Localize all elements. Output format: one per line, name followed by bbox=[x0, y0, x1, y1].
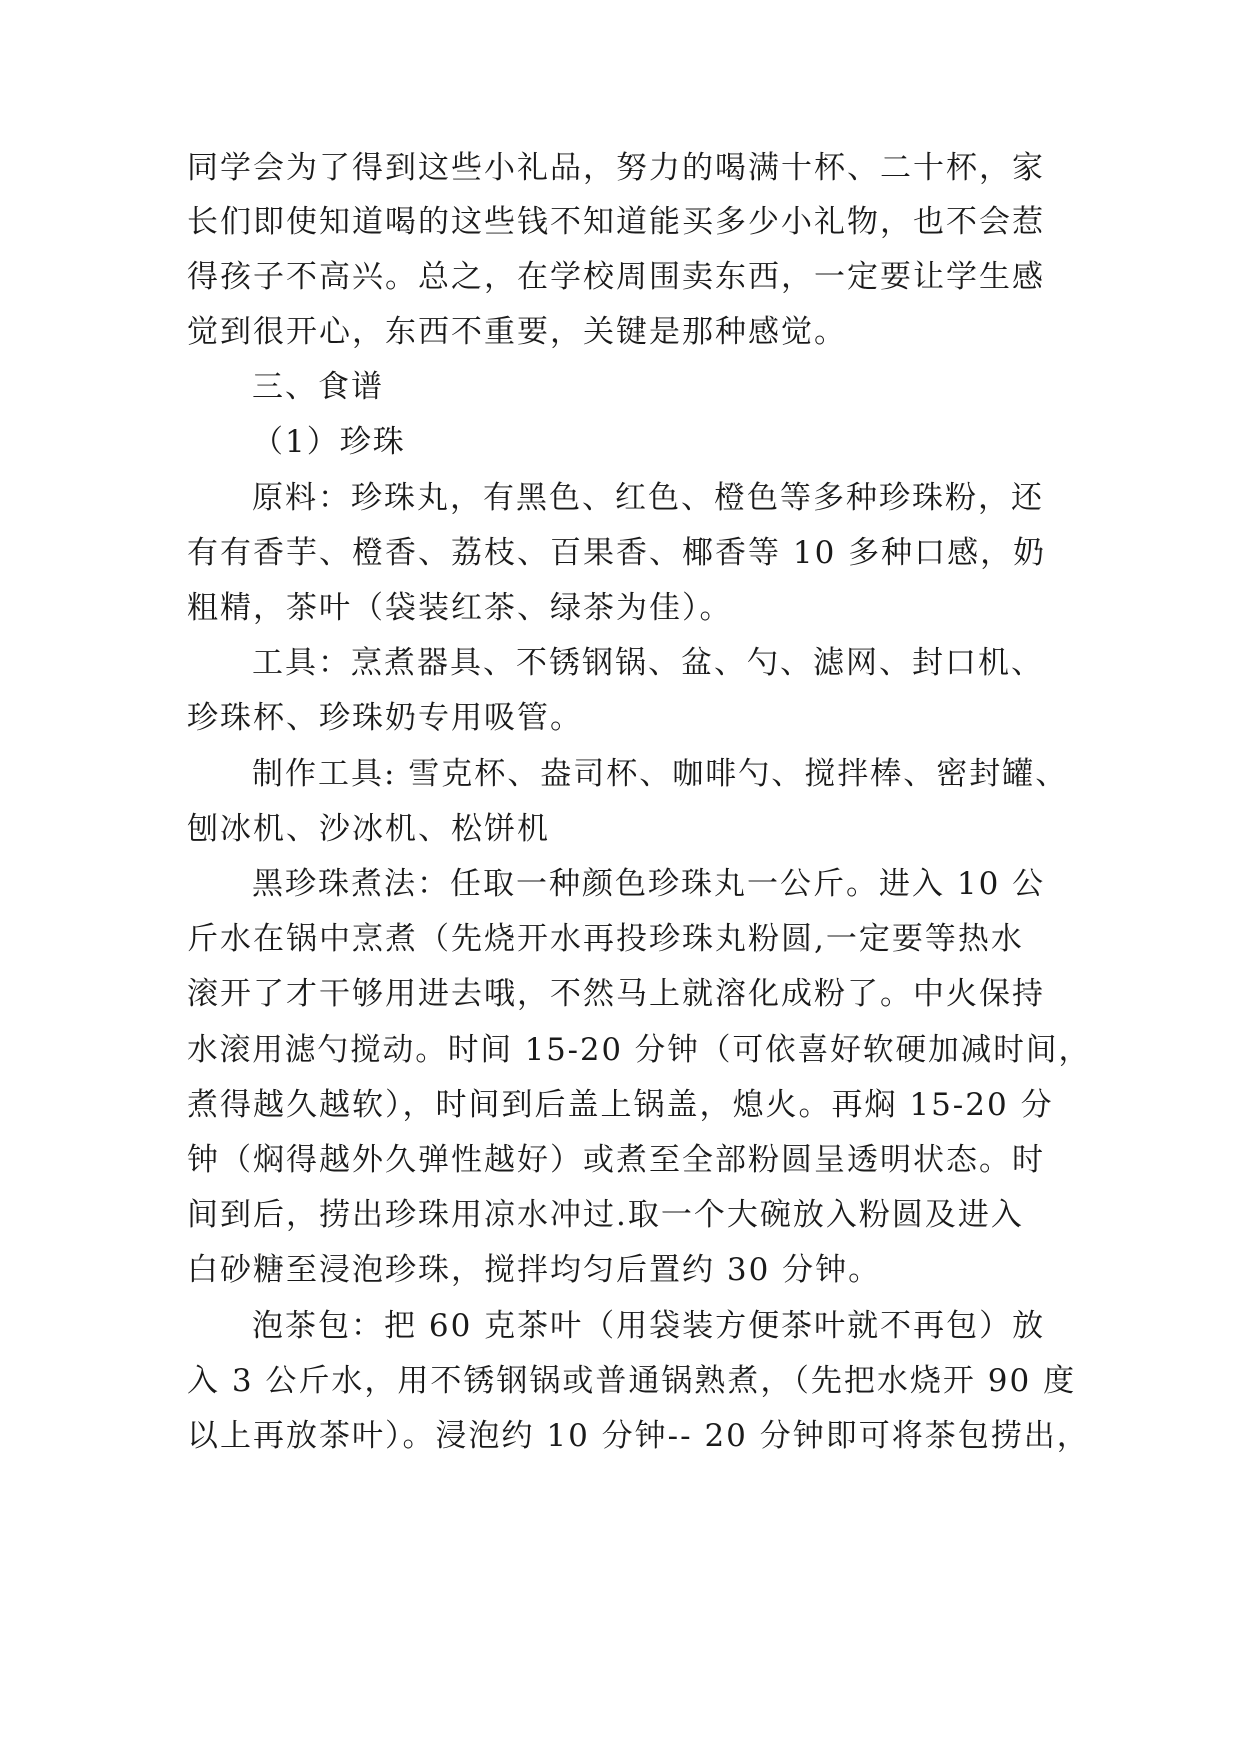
text-line: 粗精，茶叶（袋装红茶、绿茶为佳）。 bbox=[187, 590, 733, 626]
text-line: 斤水在锅中烹煮（先烧开水再投珍珠丸粉圆,一定要等热水 bbox=[187, 921, 1024, 957]
text-line: 同学会为了得到这些小礼品，努力的喝满十杯、二十杯，家 bbox=[187, 150, 1045, 186]
text-line: 入 3 公斤水，用不锈钢锅或普通锅熟煮，（先把水烧开 90 度 bbox=[187, 1363, 1077, 1399]
text-line: 煮得越久越软），时间到后盖上锅盖，熄火。再焖 15-20 分 bbox=[187, 1087, 1054, 1123]
text-line: 黑珍珠煮法：任取一种颜色珍珠丸一公斤。进入 10 公 bbox=[252, 866, 1046, 902]
text-line: 珍珠杯、珍珠奶专用吸管。 bbox=[187, 700, 583, 736]
text-line: 得孩子不高兴。总之，在学校周围卖东西，一定要让学生感 bbox=[187, 259, 1045, 295]
text-line: 泡茶包：把 60 克茶叶（用袋装方便茶叶就不再包）放 bbox=[252, 1308, 1046, 1344]
section-heading: 三、食谱 bbox=[252, 369, 384, 405]
text-line: 制作工具: 雪克杯、盎司杯、咖啡勺、搅拌棒、密封罐、 bbox=[252, 756, 1069, 792]
text-line: 白砂糖至浸泡珍珠，搅拌均匀后置约 30 分钟。 bbox=[187, 1252, 882, 1288]
text-line: 以上再放茶叶）。浸泡约 10 分钟-- 20 分钟即可将茶包捞出， bbox=[187, 1418, 1090, 1454]
text-line: 原料：珍珠丸，有黑色、红色、橙色等多种珍珠粉，还 bbox=[252, 480, 1044, 516]
text-line: 刨冰机、沙冰机、松饼机 bbox=[187, 811, 550, 847]
text-line: 长们即使知道喝的这些钱不知道能买多少小礼物，也不会惹 bbox=[187, 204, 1045, 240]
text-line: 觉到很开心，东西不重要，关键是那种感觉。 bbox=[187, 314, 847, 350]
text-line: 工具：烹煮器具、不锈钢锅、盆、勺、滤网、封口机、 bbox=[252, 645, 1044, 681]
text-line: 有有香芋、橙香、荔枝、百果香、椰香等 10 多种口感，奶 bbox=[187, 535, 1047, 571]
text-line: 钟（焖得越外久弹性越好）或煮至全部粉圆呈透明状态。时 bbox=[187, 1142, 1045, 1178]
text-line: 间到后，捞出珍珠用凉水冲过.取一个大碗放入粉圆及进入 bbox=[187, 1197, 1024, 1233]
text-line: 滚开了才干够用进去哦，不然马上就溶化成粉了。中火保持 bbox=[187, 976, 1045, 1012]
text-line: 水滚用滤勺搅动。时间 15-20 分钟（可依喜好软硬加减时间， bbox=[187, 1032, 1092, 1068]
subsection-heading: （1）珍珠 bbox=[252, 424, 406, 460]
